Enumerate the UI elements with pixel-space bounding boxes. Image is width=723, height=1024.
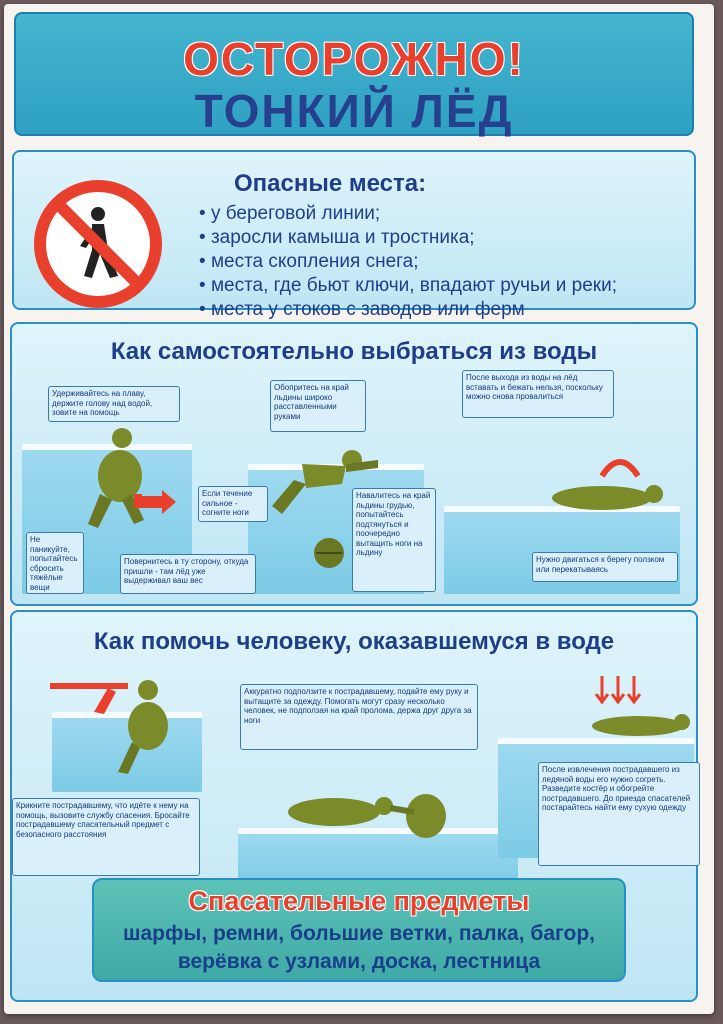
danger-title: Опасные места: — [234, 170, 427, 197]
list-item: • у береговой линии; — [199, 202, 617, 226]
note-crawl-and-pull: Аккуратно подползите к пострадавшему, подайте ему руку и вытащите за одежду. Помогать могут сразу несколько человек, не подползая на край пролома, держа друг друга за ноги — [240, 684, 478, 750]
title-warning: ОСТОРОЖНО! — [183, 33, 525, 85]
note-bend-legs: Если течение сильное - согните ноги — [198, 486, 268, 522]
turn-arrow-icon — [132, 490, 178, 516]
help-title: Как помочь человеку, оказавшемуся в воде — [93, 628, 615, 655]
note-pull-yourself: Навалитесь на край льдины грудью, попытайтесь подтянуться и поочередно вытащить ноги на льдину — [352, 488, 436, 592]
roll-arrow-icon — [598, 452, 642, 478]
self-rescue-panel — [10, 322, 698, 606]
danger-list — [199, 202, 617, 322]
danger-places-panel — [12, 150, 696, 320]
rescue-items-line: верёвка с узлами, доска, лестница — [177, 950, 541, 973]
rescue-items-box — [92, 878, 626, 982]
list-item: • места, где бьют ключи, впадают ручьи и реки; — [199, 274, 617, 298]
note-shout-and-call: Крикните пострадавшему, что идёте к нему на помощь, вызовите службу спасения. Бросайте пострадавшему спасательный предмет с безопасного расстояния — [12, 798, 200, 876]
note-warm-victim: После извлечения пострадавшего из ледяной воды его нужно согреть. Разведите костёр и обогрейте пострадавшего. До приезда спасателей постарайтесь найти ему сухую одежду — [538, 762, 700, 866]
rescue-items-title: Спасательные предметы — [188, 886, 530, 916]
self-rescue-title: Как самостоятельно выбраться из воды — [110, 338, 598, 365]
list-item: • места у стоков с заводов или ферм — [199, 298, 617, 322]
no-walking-sign-icon — [34, 180, 162, 308]
rescue-items-line: шарфы, ремни, большие ветки, палка, багор, — [122, 922, 596, 945]
person-with-scarf-figure — [48, 676, 178, 776]
helmet-icon — [312, 536, 346, 570]
note-dont-stand: После выхода из воды на лёд вставать и бежать нельзя, поскольку можно снова провалиться — [462, 370, 614, 418]
note-dont-panic: Не паникуйте, попытайтесь сбросить тяжёлые вещи — [26, 532, 84, 594]
header-banner — [14, 12, 694, 136]
title-thin-ice: ТОНКИЙ ЛЁД — [194, 85, 514, 137]
note-lean-on-ice: Обопритесь на край льдины широко расставленными руками — [270, 380, 366, 432]
person-lying-figure — [582, 672, 692, 742]
list-item: • места скопления снега; — [199, 250, 617, 274]
note-stay-afloat: Удерживайтесь на плаву, держите голову над водой, зовите на помощь — [48, 386, 180, 422]
list-item: • заросли камыша и тростника; — [199, 226, 617, 250]
person-crawling-figure — [542, 474, 672, 514]
note-crawl-to-shore: Нужно двигаться к берегу ползком или перекатываясь — [532, 552, 678, 582]
person-in-water-figure — [82, 424, 162, 534]
poster — [4, 4, 714, 1014]
rescuer-helping-figure — [274, 782, 454, 842]
note-turn-back: Повернитесь в ту сторону, откуда пришли - там лёд уже выдерживал ваш вес — [120, 554, 256, 594]
